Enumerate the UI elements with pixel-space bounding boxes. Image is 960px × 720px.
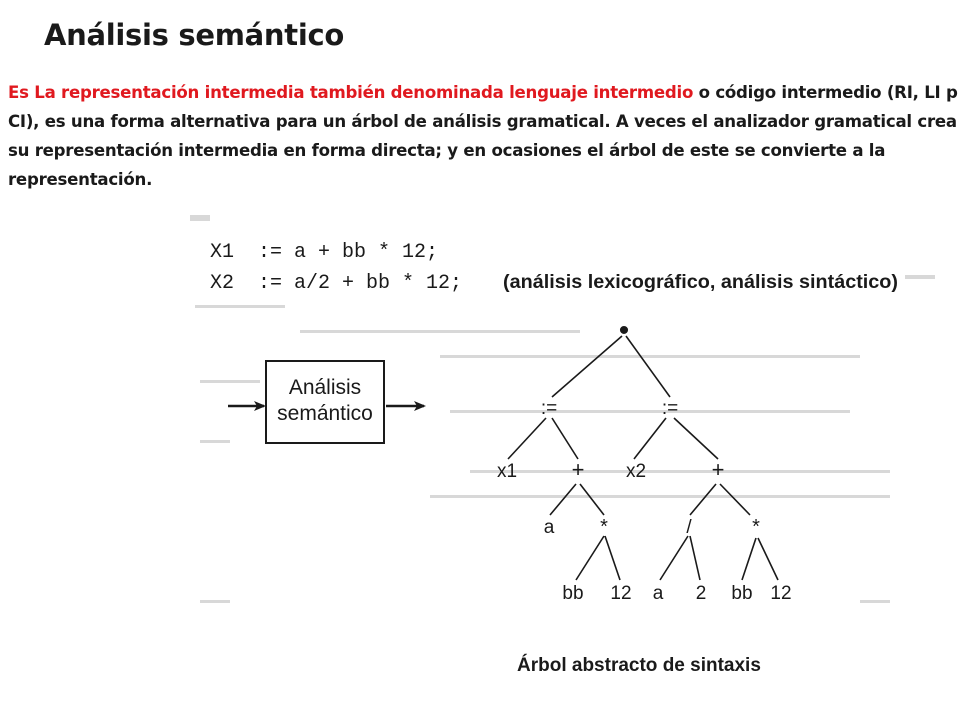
box-label-line-1: Análisis <box>288 376 362 399</box>
tree-star-left-node: * <box>600 516 608 538</box>
tree-a-left-node: a <box>543 517 555 538</box>
tree-bb-left-node: bb <box>562 583 584 604</box>
page-title: Análisis semántico <box>44 18 344 52</box>
tree-div-node: / <box>686 517 692 538</box>
intro-highlight: Es La representación intermedia también denominada lenguaje intermedio <box>8 83 694 102</box>
code-line-1: X1 := a + bb * 12; <box>210 241 439 264</box>
tree-star-right-node: * <box>752 516 760 538</box>
box-label-line-2: semántico <box>277 402 373 425</box>
tree-2-node: 2 <box>695 583 707 604</box>
intro-body: o código intermedio (RI, LI p CI), es una forma alternativa para un árbol de análisis gramatical. A veces el analizador gramatical crea su representación intermedia en forma directa; y en ocasiones el árbol de este se convierte a la representación. <box>8 83 958 189</box>
tree-root-node: • <box>618 314 630 347</box>
code-annotation: (análisis lexicográfico, análisis sintáctico) <box>503 272 898 293</box>
code-line-2: X2 := a/2 + bb * 12; <box>210 272 463 295</box>
tree-assign-right-node: := <box>661 398 679 419</box>
tree-assign-left-node: := <box>540 398 558 419</box>
tree-edges <box>508 336 778 580</box>
tree-plus-left-node: + <box>571 457 585 482</box>
tree-plus-right-node: + <box>711 457 725 482</box>
tree-a-right-node: a <box>652 583 664 604</box>
tree-12-left-node: 12 <box>610 583 632 604</box>
tree-x2-node: x2 <box>625 461 647 482</box>
tree-12-right-node: 12 <box>770 583 792 604</box>
tree-bb-right-node: bb <box>731 583 753 604</box>
tree-x1-node: x1 <box>496 461 518 482</box>
figure-caption: Árbol abstracto de sintaxis <box>517 655 761 676</box>
